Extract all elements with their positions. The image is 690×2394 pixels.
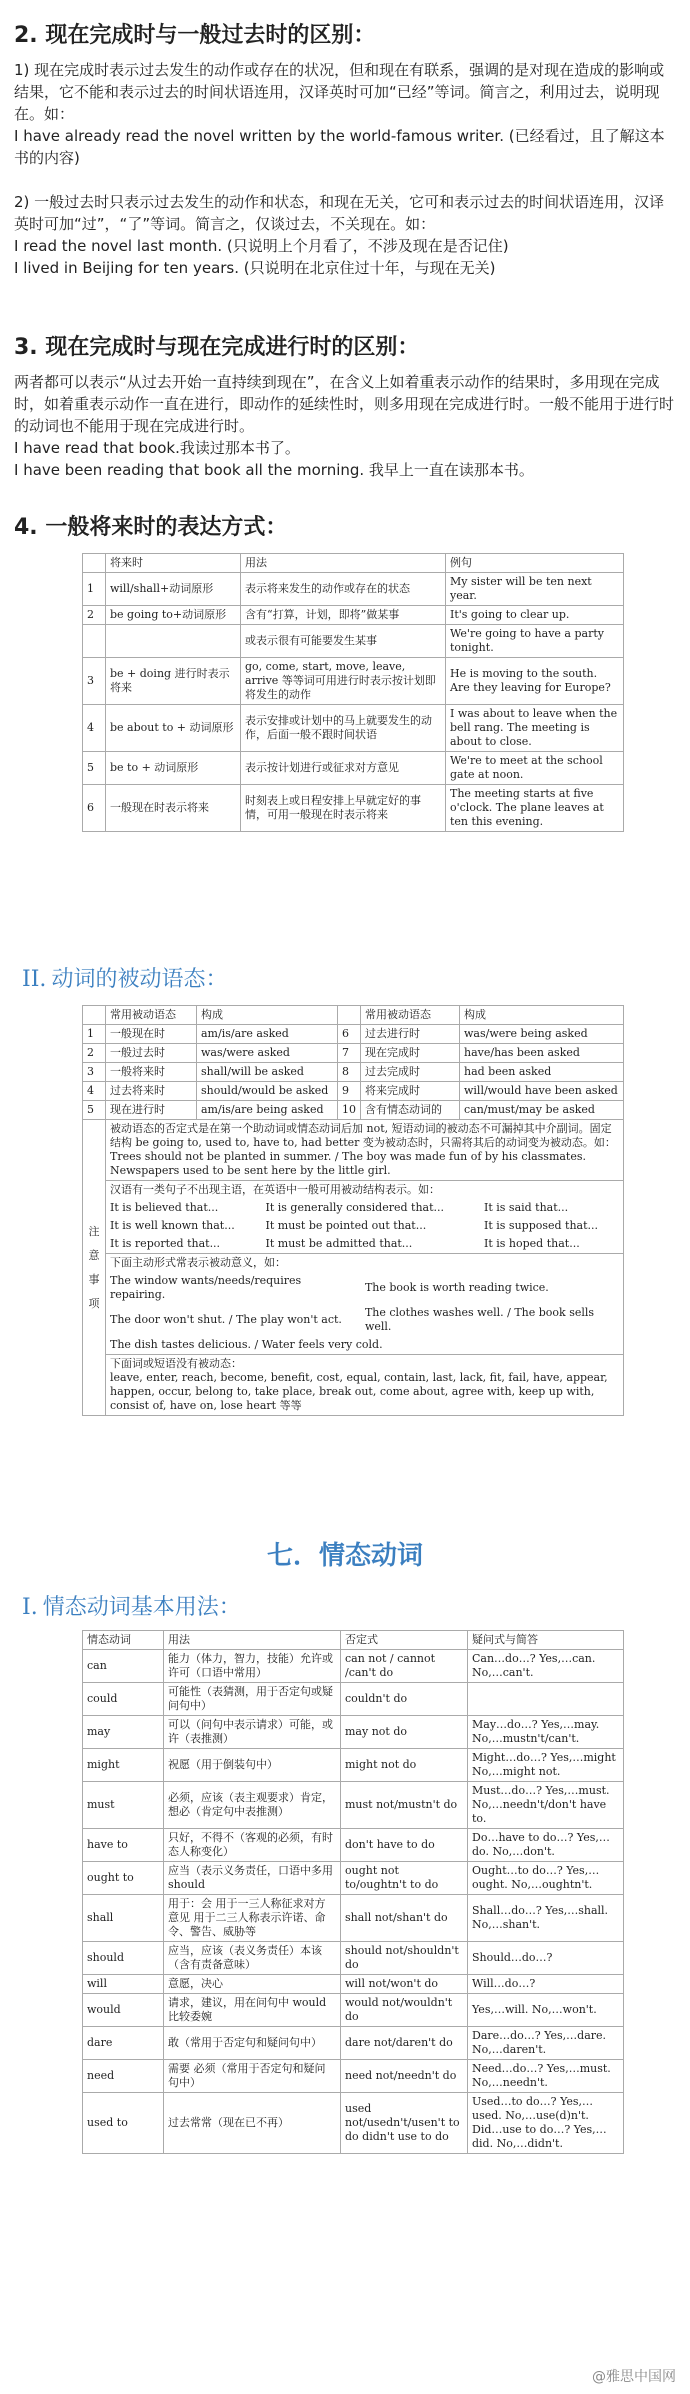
table-cell: 应当，应该（表义务责任）本该（含有责备意味） — [164, 1942, 341, 1975]
table-row — [83, 573, 624, 606]
table-cell: Will…do…? — [468, 1975, 624, 1994]
table-row — [83, 1782, 624, 1829]
table-row — [83, 1994, 624, 2027]
table-cell: 时刻表上或日程安排上早就定好的事情，可用一般现在时表示将来 — [241, 785, 446, 832]
phrase: It must be admitted that... — [265, 1237, 413, 1250]
table-row — [83, 1044, 624, 1063]
phrase: It is well known that... — [110, 1219, 235, 1232]
watermark: @雅思中国网 — [592, 2369, 676, 2385]
note-1: 被动语态的否定式是在第一个助动词或情态动词后加 not, 短语动词的被动态不可漏掉其中介副词。固定结构 be going to, used to, have to, had better 变为被动态时，只需将其后的动词变为被动态。如：Trees should not be planted in summer. / The boy was made fun of by his classmates. Newspapers used to be sent here by the little girl. — [106, 1120, 624, 1181]
note-label: 注意事项 — [83, 1120, 106, 1416]
note-row-3 — [83, 1254, 624, 1355]
sentence: The window wants/needs/requires repairing. — [110, 1274, 302, 1301]
s2-example-3: I lived in Beijing for ten years. (只说明在北京住过十年，与现在无关) — [14, 259, 496, 277]
table-cell — [106, 625, 241, 658]
table-cell: be to + 动词原形 — [106, 752, 241, 785]
column-header: 常用被动语态 — [361, 1006, 460, 1025]
table-row — [83, 2060, 624, 2093]
table-cell: 应当（表示义务责任，口语中多用 should — [164, 1862, 341, 1895]
table-cell: 7 — [338, 1044, 361, 1063]
table-row — [83, 2027, 624, 2060]
note-row-4 — [83, 1355, 624, 1416]
table-cell: 现在进行时 — [106, 1101, 197, 1120]
table-row — [83, 705, 624, 752]
table-row — [83, 1829, 624, 1862]
table-cell — [83, 625, 106, 658]
section-2 — [0, 18, 690, 279]
table-cell: Should…do…? — [468, 1942, 624, 1975]
table-cell: 意愿，决心 — [164, 1975, 341, 1994]
s2-paragraph-1: 1) 现在完成时表示过去发生的动作或存在的状况，但和现在有联系，强调的是对现在造成的影响或结果，它不能和表示过去的时间状语连用，汉译英时可加“已经”等词。简言之，利用过去，说明现在。如： — [14, 61, 665, 123]
table-cell: 5 — [83, 1101, 106, 1120]
table-cell: shall/will be asked — [197, 1063, 338, 1082]
table-cell: Dare…do…? Yes,…dare. No,…daren't. — [468, 2027, 624, 2060]
table-cell: ought not to/oughtn't to do — [341, 1862, 468, 1895]
table-row — [83, 1942, 624, 1975]
table-row — [83, 752, 624, 785]
column-header: 常用被动语态 — [106, 1006, 197, 1025]
table-cell: 5 — [83, 752, 106, 785]
note-4-body: leave, enter, reach, become, benefit, cost, equal, contain, last, lack, fit, fail, have, appear, happen, occur, belong to, take place, break out, come about, agree with, keep up with, consist of, have on, lose heart 等等 — [110, 1371, 608, 1412]
table-cell: 过去进行时 — [361, 1025, 460, 1044]
table-cell: 可能性（表猜测，用于否定句或疑问句中） — [164, 1683, 341, 1716]
table-cell: had been asked — [460, 1063, 624, 1082]
table-cell: must not/mustn't do — [341, 1782, 468, 1829]
sentence: The clothes washes well. / The book sells well. — [364, 1306, 595, 1333]
column-header: 情态动词 — [83, 1631, 164, 1650]
s2-example-2: I read the novel last month. (只说明上个月看了，不涉及现在是否记住) — [14, 237, 509, 255]
column-header: 构成 — [460, 1006, 624, 1025]
table-cell: 1 — [83, 1025, 106, 1044]
note-row-2 — [83, 1181, 624, 1254]
table-cell: 表示将来发生的动作或存在的状态 — [241, 573, 446, 606]
table-row — [83, 625, 624, 658]
table-cell: 1 — [83, 573, 106, 606]
column-header — [338, 1006, 361, 1025]
column-header: 例句 — [446, 554, 624, 573]
table-cell: 6 — [83, 785, 106, 832]
table-cell: may not do — [341, 1716, 468, 1749]
sentence: The dish tastes delicious. / Water feels very cold. — [110, 1338, 383, 1351]
table-header-row — [83, 1631, 624, 1650]
table-cell: have/has been asked — [460, 1044, 624, 1063]
table-cell: dare not/daren't do — [341, 2027, 468, 2060]
table-cell: I was about to leave when the bell rang. The meeting is about to close. — [446, 705, 624, 752]
table-row — [83, 1895, 624, 1942]
table-row — [83, 1025, 624, 1044]
table-cell: 表示按计划进行或征求对方意见 — [241, 752, 446, 785]
table-cell: dare — [83, 2027, 164, 2060]
table-cell: will — [83, 1975, 164, 1994]
table-row — [83, 1683, 624, 1716]
table-cell: 过去完成时 — [361, 1063, 460, 1082]
table-cell: 敢（常用于否定句和疑问句中） — [164, 2027, 341, 2060]
table-row — [83, 1749, 624, 1782]
modal-subtitle — [0, 1590, 690, 1621]
table-cell: 4 — [83, 1082, 106, 1101]
future-tense-table — [82, 553, 624, 832]
table-cell: was/were asked — [197, 1044, 338, 1063]
table-cell: Used…to do…? Yes,…used. No,…use(d)n't. Did…use to do…? Yes,…did. No,…didn't. — [468, 2093, 624, 2154]
table-cell: 10 — [338, 1101, 361, 1120]
table-cell: shall — [83, 1895, 164, 1942]
table-cell: May…do…? Yes,…may. No,…mustn't/can't. — [468, 1716, 624, 1749]
section-4 — [0, 510, 690, 541]
phrase: It is supposed that... — [484, 1219, 599, 1232]
table-cell: 过去常常（现在已不再） — [164, 2093, 341, 2154]
column-header: 将来时 — [106, 554, 241, 573]
note-row-1 — [83, 1120, 624, 1181]
passive-roman-numeral: II. — [22, 967, 47, 992]
table-cell: should/would be asked — [197, 1082, 338, 1101]
table-cell: go, come, start, move, leave, arrive 等等词可用进行时表示按计划即将发生的动作 — [241, 658, 446, 705]
table-cell: shall not/shan't do — [341, 1895, 468, 1942]
table-cell: We're going to have a party tonight. — [446, 625, 624, 658]
modal-roman-numeral: I. — [22, 1595, 38, 1620]
phrase: It is generally considered that... — [265, 1201, 444, 1214]
table-cell: would not/wouldn't do — [341, 1994, 468, 2027]
table-cell: will not/won't do — [341, 1975, 468, 1994]
table-cell: can — [83, 1650, 164, 1683]
phrase: It must be pointed out that... — [265, 1219, 427, 1232]
table-cell: could — [83, 1683, 164, 1716]
table-cell: would — [83, 1994, 164, 2027]
table-cell: should — [83, 1942, 164, 1975]
table-cell: 现在完成时 — [361, 1044, 460, 1063]
column-header — [83, 554, 106, 573]
table-cell: 用于：会 用于一三人称征求对方意见 用于二三人称表示许诺、命令、警告、威胁等 — [164, 1895, 341, 1942]
table-cell: be going to+动词原形 — [106, 606, 241, 625]
table-cell: 6 — [338, 1025, 361, 1044]
table-cell: can/must/may be asked — [460, 1101, 624, 1120]
section-3 — [0, 330, 690, 481]
table-cell: 过去将来时 — [106, 1082, 197, 1101]
phrase: It is hoped that... — [484, 1237, 580, 1250]
table-cell: Need…do…? Yes,…must. No,…needn't. — [468, 2060, 624, 2093]
table-cell: am/is/are being asked — [197, 1101, 338, 1120]
table-cell: used not/usedn't/usen't to do didn't use to do — [341, 2093, 468, 2154]
table-cell: 2 — [83, 1044, 106, 1063]
table-cell: will/shall+动词原形 — [106, 573, 241, 606]
table-row — [83, 785, 624, 832]
table-cell: Shall…do…? Yes,…shall. No,…shan't. — [468, 1895, 624, 1942]
modal-verbs-table — [82, 1630, 624, 2154]
s2-example-1: I have already read the novel written by the world-famous writer. (已经看过，且了解这本书的内容) — [14, 127, 665, 167]
table-cell: ought to — [83, 1862, 164, 1895]
table-cell: 3 — [83, 1063, 106, 1082]
column-header: 用法 — [241, 554, 446, 573]
table-cell: 2 — [83, 606, 106, 625]
table-row — [83, 1063, 624, 1082]
section-4-title: 4. 一般将来时的表达方式： — [14, 515, 288, 540]
table-row — [83, 2093, 624, 2154]
passive-title: 动词的被动语态： — [51, 967, 228, 992]
table-cell: The meeting starts at five o'clock. The plane leaves at ten this evening. — [446, 785, 624, 832]
s3-example-2: I have been reading that book all the morning. 我早上一直在读那本书。 — [14, 461, 534, 479]
table-cell: should not/shouldn't do — [341, 1942, 468, 1975]
table-cell: We're to meet at the school gate at noon. — [446, 752, 624, 785]
table-row — [83, 1975, 624, 1994]
table-cell: will/would have been asked — [460, 1082, 624, 1101]
note-2-grid — [106, 1199, 623, 1253]
table-cell: need — [83, 2060, 164, 2093]
column-header: 构成 — [197, 1006, 338, 1025]
table-cell: 一般将来时 — [106, 1063, 197, 1082]
table-cell: 祝愿（用于倒装句中） — [164, 1749, 341, 1782]
passive-table — [82, 1005, 624, 1416]
table-cell: Yes,…will. No,…won't. — [468, 1994, 624, 2027]
table-cell: 9 — [338, 1082, 361, 1101]
table-cell: 8 — [338, 1063, 361, 1082]
table-cell: can not / cannot /can't do — [341, 1650, 468, 1683]
table-cell: 或表示很有可能要发生某事 — [241, 625, 446, 658]
table-cell: 一般过去时 — [106, 1044, 197, 1063]
phrase: It is reported that... — [110, 1237, 221, 1250]
column-header: 疑问式与简答 — [468, 1631, 624, 1650]
s3-example-1: I have read that book.我读过那本书了。 — [14, 439, 300, 457]
note-2-head: 汉语有一类句子不出现主语，在英语中一般可用被动结构表示。如： — [110, 1183, 440, 1196]
table-row — [83, 1716, 624, 1749]
column-header: 否定式 — [341, 1631, 468, 1650]
table-row — [83, 658, 624, 705]
s3-paragraph: 两者都可以表示“从过去开始一直持续到现在”，在含义上如着重表示动作的结果时，多用现在完成时，如着重表示动作一直在进行，即动作的延续性时，则多用现在完成进行时。一般不能用于进行时的动词也不能用于现在完成进行时。 — [14, 373, 675, 435]
table-cell: 3 — [83, 658, 106, 705]
table-cell: Might…do…? Yes,…might No,…might not. — [468, 1749, 624, 1782]
table-cell: might not do — [341, 1749, 468, 1782]
table-cell: Must…do…? Yes,…must. No,…needn't/don't have to. — [468, 1782, 624, 1829]
section-2-title: 2. 现在完成时与一般过去时的区别： — [14, 23, 376, 48]
table-cell: 可以（问句中表示请求）可能，或许（表推测） — [164, 1716, 341, 1749]
table-cell: couldn't do — [341, 1683, 468, 1716]
section-3-title: 3. 现在完成时与现在完成进行时的区别： — [14, 335, 420, 360]
table-cell: 表示安排或计划中的马上就要发生的动作，后面一般不跟时间状语 — [241, 705, 446, 752]
table-cell: 请求，建议，用在问句中 would 比较委婉 — [164, 1994, 341, 2027]
phrase: It is said that... — [484, 1201, 569, 1214]
table-cell: 一般现在时表示将来 — [106, 785, 241, 832]
table-cell: 含有“打算，计划，即将”做某事 — [241, 606, 446, 625]
s2-paragraph-2: 2) 一般过去时只表示过去发生的动作和状态，和现在无关，它可和表示过去的时间状语连用，汉译英时可加“过”，“了”等词。简言之，仅谈过去，不关现在。如： — [14, 193, 665, 233]
table-cell: 只好，不得不（客观的必须，有时态人称变化） — [164, 1829, 341, 1862]
table-cell: 需要 必须（常用于否定句和疑问句中） — [164, 2060, 341, 2093]
table-cell: My sister will be ten next year. — [446, 573, 624, 606]
table-header-row — [83, 554, 624, 573]
sentence: The book is worth reading twice. — [364, 1281, 549, 1294]
table-cell: 一般现在时 — [106, 1025, 197, 1044]
table-cell: must — [83, 1782, 164, 1829]
modal-subtitle-text: 情态动词基本用法： — [42, 1595, 241, 1620]
table-cell: 能力（体力，智力，技能）允许或许可（口语中常用） — [164, 1650, 341, 1683]
chapter-7-title: 七．情态动词 — [266, 1541, 423, 1571]
table-cell: am/is/are asked — [197, 1025, 338, 1044]
note-4-head: 下面词或短语没有被动态： — [110, 1357, 242, 1370]
table-cell: 4 — [83, 705, 106, 752]
table-cell: used to — [83, 2093, 164, 2154]
table-row — [83, 1650, 624, 1683]
table-header-row — [83, 1006, 624, 1025]
passive-section — [0, 962, 690, 993]
table-cell: Do…have to do…? Yes,…do. No,…don't. — [468, 1829, 624, 1862]
table-cell: might — [83, 1749, 164, 1782]
table-cell: He is moving to the south. Are they leaving for Europe? — [446, 658, 624, 705]
table-row — [83, 606, 624, 625]
table-cell: 含有情态动词的 — [361, 1101, 460, 1120]
table-cell: 必须，应该（表主观要求）肯定，想必（肯定句中表推测） — [164, 1782, 341, 1829]
note-3-grid — [106, 1272, 623, 1354]
table-cell: may — [83, 1716, 164, 1749]
table-cell: Can…do…? Yes,…can. No,…can't. — [468, 1650, 624, 1683]
table-cell: It's going to clear up. — [446, 606, 624, 625]
table-cell: have to — [83, 1829, 164, 1862]
note-3-head: 下面主动形式常表示被动意义，如： — [110, 1256, 286, 1269]
table-cell: be about to + 动词原形 — [106, 705, 241, 752]
table-cell: be + doing 进行时表示将来 — [106, 658, 241, 705]
sentence: The door won't shut. / The play won't act. — [110, 1313, 342, 1326]
phrase: It is believed that... — [110, 1201, 219, 1214]
table-cell — [468, 1683, 624, 1716]
table-cell: was/were being asked — [460, 1025, 624, 1044]
table-cell: need not/needn't do — [341, 2060, 468, 2093]
table-row — [83, 1101, 624, 1120]
table-row — [83, 1862, 624, 1895]
table-cell: don't have to do — [341, 1829, 468, 1862]
column-header: 用法 — [164, 1631, 341, 1650]
table-cell: Ought…to do…? Yes,…ought. No,…oughtn't. — [468, 1862, 624, 1895]
table-row — [83, 1082, 624, 1101]
table-cell: 将来完成时 — [361, 1082, 460, 1101]
column-header — [83, 1006, 106, 1025]
